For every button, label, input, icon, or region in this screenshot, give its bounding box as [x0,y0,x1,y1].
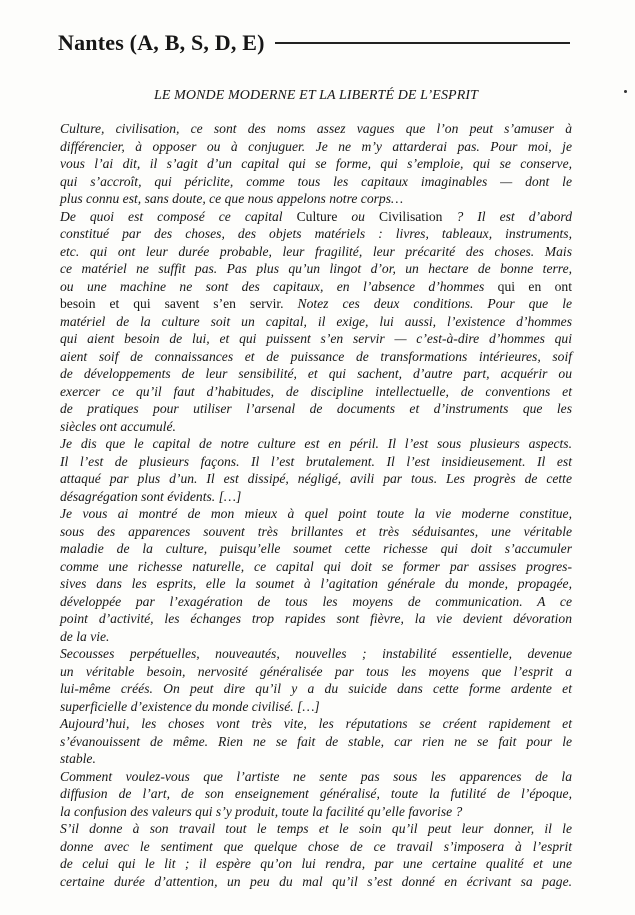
text-line [60,313,572,331]
text-line [60,488,572,506]
text-segment: diffusion de l’art, de son enseignement généralisé, toute la futilité de l’époque, [60,786,572,801]
text-line [60,645,572,663]
text-segment: point d’activité, les échanges trop rapides sont fièvre, la vie devient dévoration [60,611,572,626]
text-line [60,243,572,261]
text-segment: de la vie. [60,628,110,644]
article-title: LE MONDE MODERNE ET LA LIBERTÉ DE L’ESPRIT [154,88,478,103]
text-line [60,593,572,611]
text-line [60,768,572,786]
text-line [60,680,572,698]
text-line [60,750,572,768]
text-segment: la confusion des valeurs qui s’y produit, toute la facilité qu’elle favorise ? [60,803,463,819]
text-segment: attaqué par plus d’un. Il est dissipé, négligé, avili par tous. Les progrès de cette [60,471,572,486]
text-segment: lui-même créés. On peut dire qu’il y a du suicide dans cette forme ardente et [60,681,572,696]
page-header [58,26,578,60]
text-segment: ou [337,208,379,224]
text-line [60,173,572,191]
text-line [60,400,572,418]
header-rule [275,42,570,44]
text-line [60,558,572,576]
text-line [60,418,572,436]
article-body [60,120,572,890]
text-line [60,120,572,138]
text-line [60,295,572,313]
text-segment: plus connu est, sans doute, ce que nous appelons notre corps… [60,191,404,206]
text-segment: Comment voulez-vous que l’artiste ne sente pas sous les apparences de la [60,768,572,784]
text-line [60,523,572,541]
text-segment: certaine durée d’attention, un peu du mal qu’il s’est donné en écrivant sa page. [60,873,572,889]
text-line [60,610,572,628]
stray-mark [624,90,627,93]
text-line [60,435,572,453]
text-segment: donne avec le sentiment que quelque chose de ce travail s’imposera à l’esprit [60,838,572,854]
text-line [60,820,572,838]
text-line [60,278,572,296]
header-title: Nantes (A, B, S, D, E) [58,30,265,55]
text-line [60,663,572,681]
text-segment: ou une machine ne sont des capitaux, en l’absence d’hommes [60,278,485,294]
text-segment: Culture [296,208,338,224]
text-segment: Culture, civilisation, ce sont des noms assez vagues que l’on peut s’amuser à [60,121,572,136]
text-segment: S’il donne à son travail tout le temps et le soin qu’il peut leur donner, il le [60,821,572,836]
text-segment: Secousses perpétuelles, nouveautés, nouvelles ; instabilité essentielle, devenue [60,646,572,661]
text-line [60,628,572,646]
text-segment: sous des apparences souvent très brillantes et très séduisantes, une véritable [60,523,572,539]
text-segment: Je vous ai montré de mon mieux à quel point toute la vie moderne constitue, [60,506,572,521]
text-segment: un véritable besoin, nervosité généralisée par tous les moyens que l’esprit a [60,663,572,679]
text-line [60,698,572,716]
text-segment: Aujourd’hui, les choses vont très vite, les réputations se créent rapidement et [60,716,572,731]
text-line [60,330,572,348]
text-segment: qui en ont [484,278,572,294]
text-segment: Il l’est de plusieurs façons. Il l’est brutalement. Il l’est insidieusement. Il est [60,453,572,469]
text-line [60,365,572,383]
text-segment: de développements de leur sensibilité, et qui sachent, d’autre part, acquérir ou [60,366,572,381]
text-line [60,470,572,488]
text-segment: siècles ont accumulé. [60,418,176,434]
text-segment: ce matériel ne suffit pas. Pas plus qu’un lingot d’or, un hectare de bonne terre, [60,261,572,276]
text-segment: Je dis que le capital de notre culture est en péril. Il l’est sous plusieurs aspects. [60,436,572,451]
text-line [60,855,572,873]
text-segment: qui aient besoin de lui, et qui puissent s’en servir — c’est-à-dire d’hommes qui [60,331,572,346]
text-line [60,208,572,226]
text-segment: constitué par des choses, des objets matériels : livres, tableaux, instruments, [60,226,572,241]
text-line [60,155,572,173]
text-segment: De quoi est composé ce capital [60,208,297,224]
text-segment: sives dans les esprits, elle la soumet à l’agitation générale du monde, propagée, [60,576,572,591]
text-segment: de celui qui le lit ; il espère qu’on lui rendra, par une certaine qualité et une [60,856,572,871]
text-line [60,733,572,751]
text-segment: qui s’accroît, qui périclite, comme tous les capitaux imaginables — dont le [60,173,572,189]
text-segment: stable. [60,751,96,766]
text-line [60,225,572,243]
text-line [60,190,572,208]
text-segment: etc. qui ont leur durée probable, leur fragilité, leur précarité des choses. Mais [60,243,572,259]
text-line [60,715,572,733]
text-segment: vous l’ai dit, il s’agit d’un capital qui se forme, qui s’emploie, qui se conserve, [60,156,572,171]
text-line [60,138,572,156]
text-line [60,348,572,366]
text-segment: désagrégation sont évidents. […] [60,488,242,504]
text-segment: Civilisation [379,208,443,224]
text-segment: développée par l’exagération de tous les moyens de communication. A ce [60,593,572,609]
text-segment: maladie de la culture, puisqu’elle soumet cette richesse qui doit s’accumuler [60,541,572,556]
text-segment: matériel de la culture soit un capital, il exige, lui aussi, l’existence d’hommes [60,313,572,329]
text-segment: s’évanouissent de même. Rien ne se fait de stable, car rien ne se fait pour le [60,733,572,749]
text-segment: aient soif de connaissances et de puissance de transformations intérieures, soif [60,348,572,364]
text-segment: besoin et qui savent s’en servir. [60,296,284,311]
text-segment: Notez ces deux conditions. Pour que le [283,296,573,311]
text-line [60,785,572,803]
text-segment: superficielle d’existence du monde civilisé. […] [60,698,320,714]
text-line [60,453,572,471]
text-segment: comme une richesse naturelle, ce capital qui doit se former par assises progres- [60,558,572,574]
text-segment: différencier, à opposer ou à conjuguer. Je ne m’y attarderai pas. Pour moi, je [60,138,572,154]
text-line [60,803,572,821]
text-line [60,838,572,856]
text-line [60,873,572,891]
text-segment: de pratiques pour utiliser l’arsenal de documents et d’instruments que les [60,401,572,416]
text-line [60,505,572,523]
text-line [60,540,572,558]
text-line [60,383,572,401]
text-segment: exercer ce qu’il faut d’habitudes, de discipline intellectuelle, de conventions et [60,383,572,399]
text-segment: ? Il est d’abord [442,208,573,224]
text-line [60,260,572,278]
text-line [60,575,572,593]
